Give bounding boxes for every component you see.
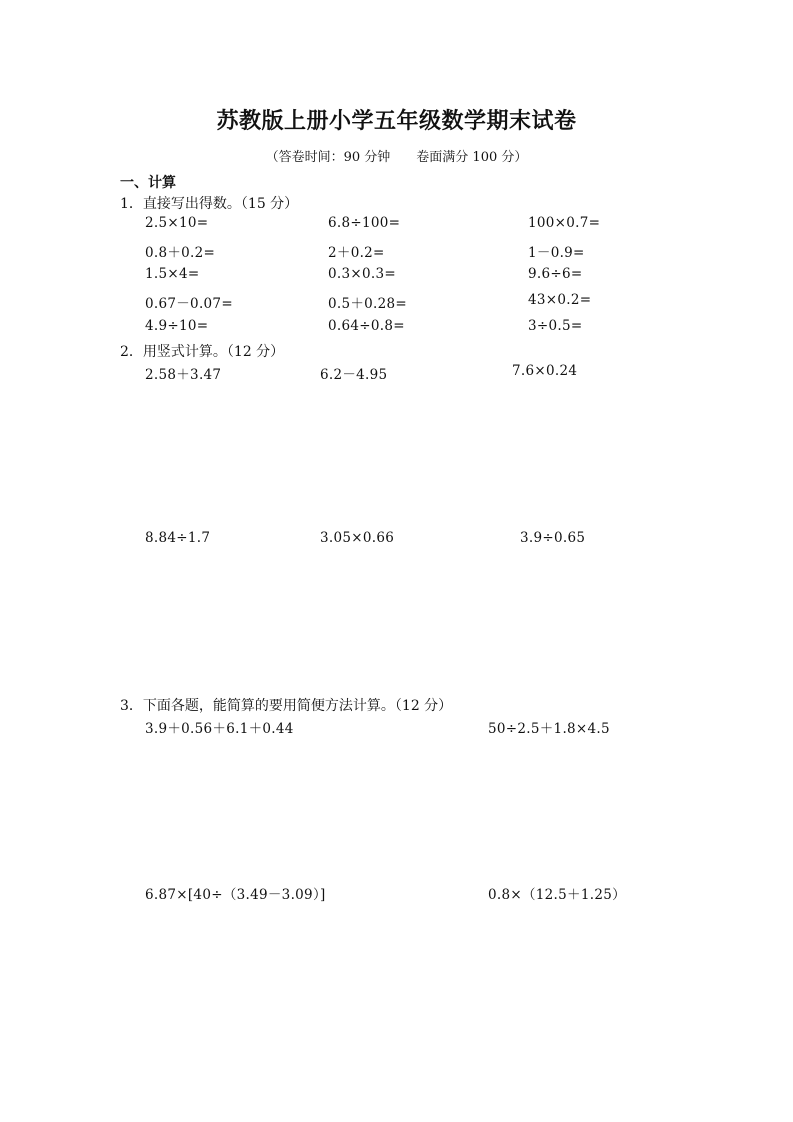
- q1-item: 9.6÷6=: [528, 266, 583, 282]
- q3-item: 3.9＋0.56＋6.1＋0.44: [145, 721, 294, 737]
- q1-item: 0.67－0.07=: [145, 296, 233, 312]
- q2-item: 7.6×0.24: [512, 363, 578, 379]
- q1-item: 2.5×10=: [145, 215, 209, 231]
- q2-item: 2.58＋3.47: [145, 367, 222, 383]
- q1-item: 43×0.2=: [528, 292, 592, 308]
- q1-item: 3÷0.5=: [528, 318, 583, 334]
- q2-item: 8.84÷1.7: [145, 530, 211, 546]
- q2-item: 3.9÷0.65: [520, 530, 586, 546]
- q1-item: 6.8÷100=: [328, 215, 401, 231]
- q1-item: 100×0.7=: [528, 215, 601, 231]
- q1-item: 1－0.9=: [528, 245, 585, 261]
- q1-item: 1.5×4=: [145, 266, 200, 282]
- question-3-label: 3．下面各题，能简算的要用简便方法计算。（12 分）: [120, 698, 453, 714]
- exam-full-score: 卷面满分 100 分）: [416, 150, 528, 165]
- q2-item: 6.2－4.95: [320, 367, 388, 383]
- section-heading-calculation: 一、计算: [120, 175, 176, 191]
- q3-item: 50÷2.5＋1.8×4.5: [488, 721, 610, 737]
- q1-item: 2＋0.2=: [328, 245, 385, 261]
- q1-item: 0.3×0.3=: [328, 266, 396, 282]
- q2-item: 3.05×0.66: [320, 530, 395, 546]
- exam-title: 苏教版上册小学五年级数学期末试卷: [216, 109, 577, 134]
- exam-subtitle: [0, 146, 793, 165]
- question-2-label: 2．用竖式计算。（12 分）: [120, 344, 285, 360]
- q1-item: 0.5＋0.28=: [328, 296, 408, 312]
- q1-item: 4.9÷10=: [145, 318, 209, 334]
- q1-item: 0.8＋0.2=: [145, 245, 216, 261]
- exam-time: （答卷时间：90 分钟: [265, 150, 391, 165]
- q3-item: 0.8×（12.5＋1.25）: [488, 887, 626, 903]
- q1-item: 0.64÷0.8=: [328, 318, 405, 334]
- q3-item: 6.87×[40÷（3.49－3.09）]: [145, 887, 326, 903]
- question-1-label: 1．直接写出得数。（15 分）: [120, 196, 299, 212]
